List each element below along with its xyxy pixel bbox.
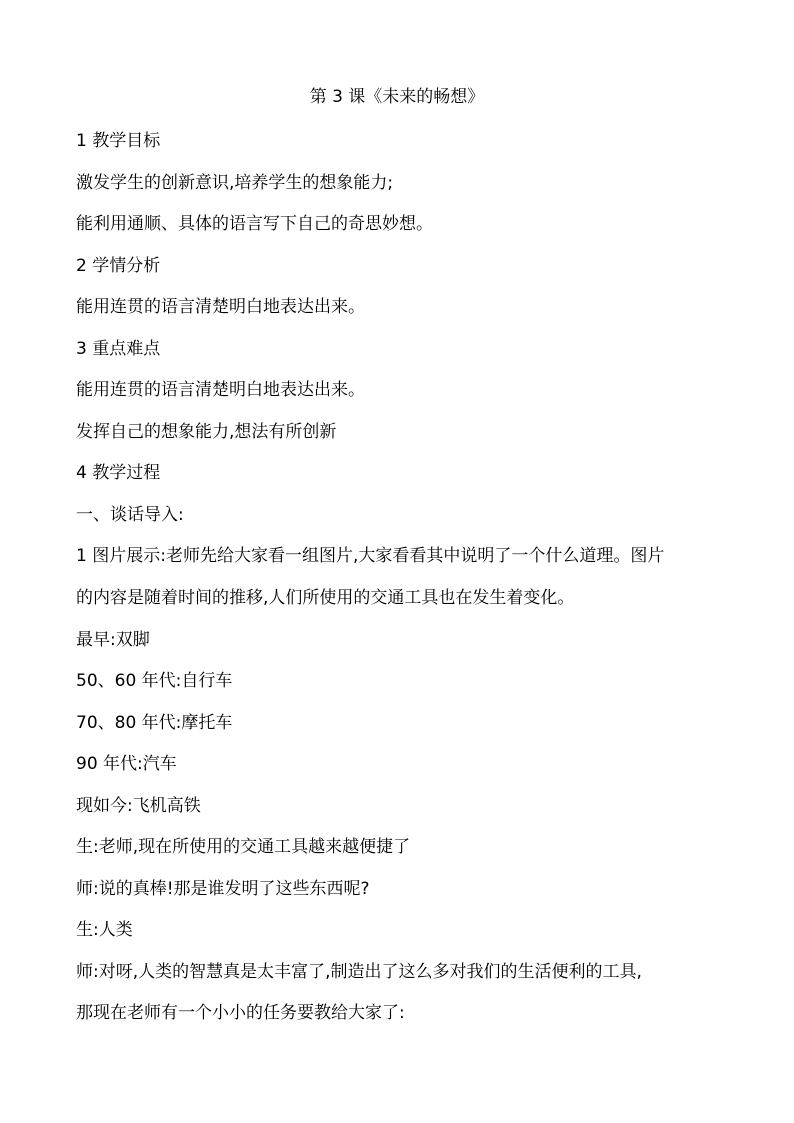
paragraph-line: 发挥自己的想象能力,想法有所创新 [76,422,337,442]
list-item: 现如今:飞机高铁 [76,796,201,816]
paragraph-line: 的内容是随着时间的推移,人们所使用的交通工具也在发生着变化。 [76,588,575,608]
list-item: 50、60 年代:自行车 [76,671,233,691]
dialogue-line: 师:说的真棒!那是谁发明了这些东西呢? [76,879,370,899]
page-title: 第 3 课《未来的畅想》 [309,87,485,107]
heading-teaching-process: 4 教学过程 [76,463,161,483]
heading-student-analysis: 2 学情分析 [76,256,161,276]
dialogue-line: 师:对呀,人类的智慧真是太丰富了,制造出了这么多对我们的生活便利的工具, [76,962,642,982]
dialogue-line: 生:老师,现在所使用的交通工具越来越便捷了 [76,837,411,857]
paragraph-line: 能用连贯的语言清楚明白地表达出来。 [76,380,365,400]
list-item: 90 年代:汽车 [76,754,177,774]
paragraph-line: 能利用通顺、具体的语言写下自己的奇思妙想。 [76,214,433,234]
paragraph-line: 1 图片展示:老师先给大家看一组图片,大家看看其中说明了一个什么道理。图片 [76,546,665,566]
list-item: 最早:双脚 [76,630,150,650]
list-item: 70、80 年代:摩托车 [76,713,233,733]
heading-key-difficulties: 3 重点难点 [76,339,161,359]
section-heading: 一、谈话导入: [76,505,184,525]
dialogue-line: 那现在老师有一个小小的任务要教给大家了: [76,1003,405,1023]
dialogue-line: 生:人类 [76,920,133,940]
heading-teaching-goals: 1 教学目标 [76,131,161,151]
paragraph-line: 激发学生的创新意识,培养学生的想象能力; [76,173,394,193]
paragraph-line: 能用连贯的语言清楚明白地表达出来。 [76,297,365,317]
